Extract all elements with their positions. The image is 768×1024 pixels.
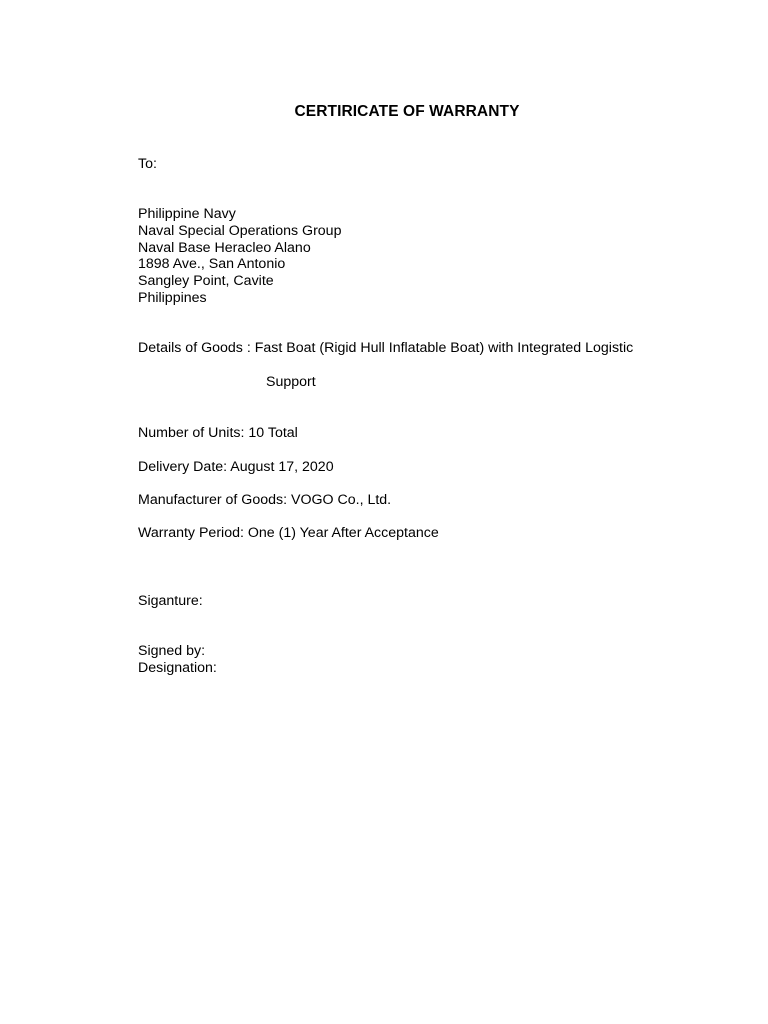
address-line: Philippines bbox=[138, 289, 207, 306]
designation-label: Designation: bbox=[138, 660, 217, 676]
signature-label: Siganture: bbox=[138, 593, 203, 609]
to-label: To: bbox=[138, 156, 157, 172]
address-line: Philippine Navy bbox=[138, 206, 236, 222]
details-of-goods: Details of Goods : Fast Boat (Rigid Hull Inflatable Boat) with Integrated Logistic bbox=[138, 340, 634, 356]
document-title: CERTIRICATE OF WARRANTY bbox=[294, 103, 520, 120]
details-of-goods-continuation: Support bbox=[266, 374, 316, 390]
address-line: 1898 Ave., San Antonio bbox=[138, 256, 286, 273]
manufacturer-of-goods: Manufacturer of Goods: VOGO Co., Ltd. bbox=[138, 492, 392, 508]
address-line: Naval Base Heracleo Alano bbox=[138, 239, 311, 256]
warranty-period: Warranty Period: One (1) Year After Acceptance bbox=[138, 525, 439, 541]
number-of-units: Number of Units: 10 Total bbox=[138, 425, 298, 441]
delivery-date: Delivery Date: August 17, 2020 bbox=[138, 459, 334, 475]
signed-by-label: Signed by: bbox=[138, 643, 206, 659]
recipient-address bbox=[138, 206, 341, 307]
address-line: Sangley Point, Cavite bbox=[138, 273, 274, 290]
address-line: Naval Special Operations Group bbox=[138, 222, 342, 239]
